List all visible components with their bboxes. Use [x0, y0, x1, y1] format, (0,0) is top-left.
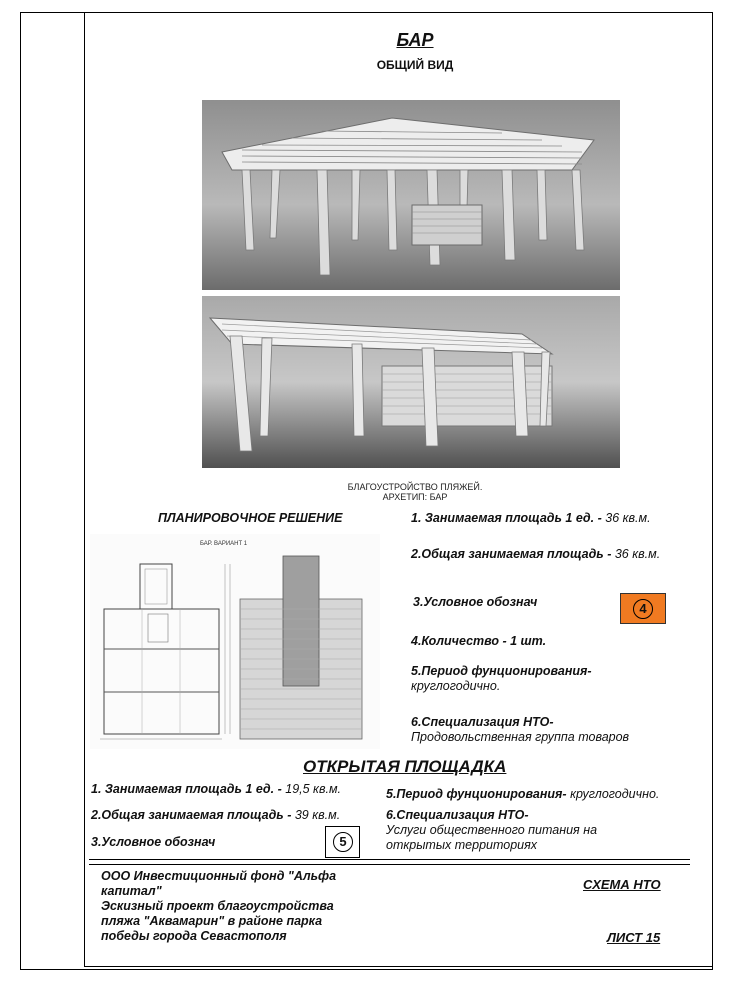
bar-spec-item-2: [411, 547, 660, 562]
render-perspective-view: [202, 296, 620, 468]
bar-spec-5-value: круглогодично.: [411, 679, 501, 693]
open-spec-2-label: 2.Общая занимаемая площадь -: [91, 808, 292, 822]
sheet-number: ЛИСТ 15: [607, 930, 661, 945]
scheme-title: СХЕМА НТО: [583, 877, 661, 892]
open-spec-6-value-line-1: Услуги общественного питания на: [386, 823, 598, 837]
bar-spec-item-5: [411, 664, 592, 694]
open-spec-3-label: 3.Условное обознач: [91, 835, 216, 849]
symbol-number-4: 4: [633, 599, 653, 619]
render-caption: [320, 482, 510, 502]
bar-spec-1-label: 1. Занимаемая площадь 1 ед. -: [411, 511, 602, 525]
open-spec-2-value: 39 кв.м.: [294, 808, 341, 822]
page-title: БАР: [396, 30, 434, 50]
caption-line-2: АРХЕТИП: БАР: [382, 492, 448, 502]
project-line-3: победы города Севастополя: [101, 929, 287, 943]
bar-spec-2-value: 36 кв.м.: [614, 547, 661, 561]
footer-project-info: [101, 869, 381, 944]
bar-spec-4-label: 4.Количество - 1 шт.: [411, 634, 547, 648]
bar-spec-item-6: [411, 715, 629, 745]
bar-spec-item-1: [411, 511, 651, 526]
open-spec-item-2: [91, 808, 340, 823]
company-line-1: ООО Инвестиционный фонд "Альфа: [101, 869, 337, 883]
render-general-view: [202, 100, 620, 290]
symbol-number-5: 5: [333, 832, 353, 852]
open-spec-1-label: 1. Занимаемая площадь 1 ед. -: [91, 782, 282, 796]
company-line-2: капитал": [101, 884, 162, 898]
bar-spec-6-value: Продовольственная группа товаров: [411, 730, 630, 744]
symbol-badge-4: [620, 593, 666, 624]
open-spec-5-label: 5.Период фунционирования-: [386, 787, 567, 801]
symbol-badge-5: [325, 826, 360, 858]
floor-plan-drawing: [90, 534, 380, 749]
project-line-1: Эскизный проект благоустройства: [101, 899, 334, 913]
open-spec-item-5: [386, 787, 659, 802]
open-area-heading: ОТКРЫТАЯ ПЛОЩАДКА: [303, 757, 507, 776]
bar-spec-5-label: 5.Период фунционирования-: [411, 664, 592, 678]
open-spec-5-value: круглогодично.: [570, 787, 660, 801]
title-block-rule-top: [89, 859, 690, 860]
open-spec-item-1: [91, 782, 341, 797]
project-line-2: пляжа "Аквамарин" в районе парка: [101, 914, 323, 928]
caption-line-1: БЛАГОУСТРОЙСТВО ПЛЯЖЕЙ.: [347, 482, 483, 492]
open-spec-6-value-line-2: открытых территориях: [386, 838, 538, 852]
open-spec-item-6: [386, 808, 597, 853]
open-spec-1-value: 19,5 кв.м.: [285, 782, 341, 796]
bar-spec-1-value: 36 кв.м.: [605, 511, 651, 525]
plan-drawing-label: БАР. ВАРИАНТ 1: [200, 541, 248, 547]
open-spec-6-label: 6.Специализация НТО-: [386, 808, 529, 822]
title-block-rule-bottom: [89, 864, 690, 865]
bar-spec-2-label: 2.Общая занимаемая площадь -: [411, 547, 612, 561]
bar-spec-3-label: 3.Условное обознач: [413, 595, 538, 609]
bar-spec-6-label: 6.Специализация НТО-: [411, 715, 554, 729]
page-subtitle: ОБЩИЙ ВИД: [376, 58, 454, 72]
plan-heading: ПЛАНИРОВОЧНОЕ РЕШЕНИЕ: [158, 511, 343, 525]
